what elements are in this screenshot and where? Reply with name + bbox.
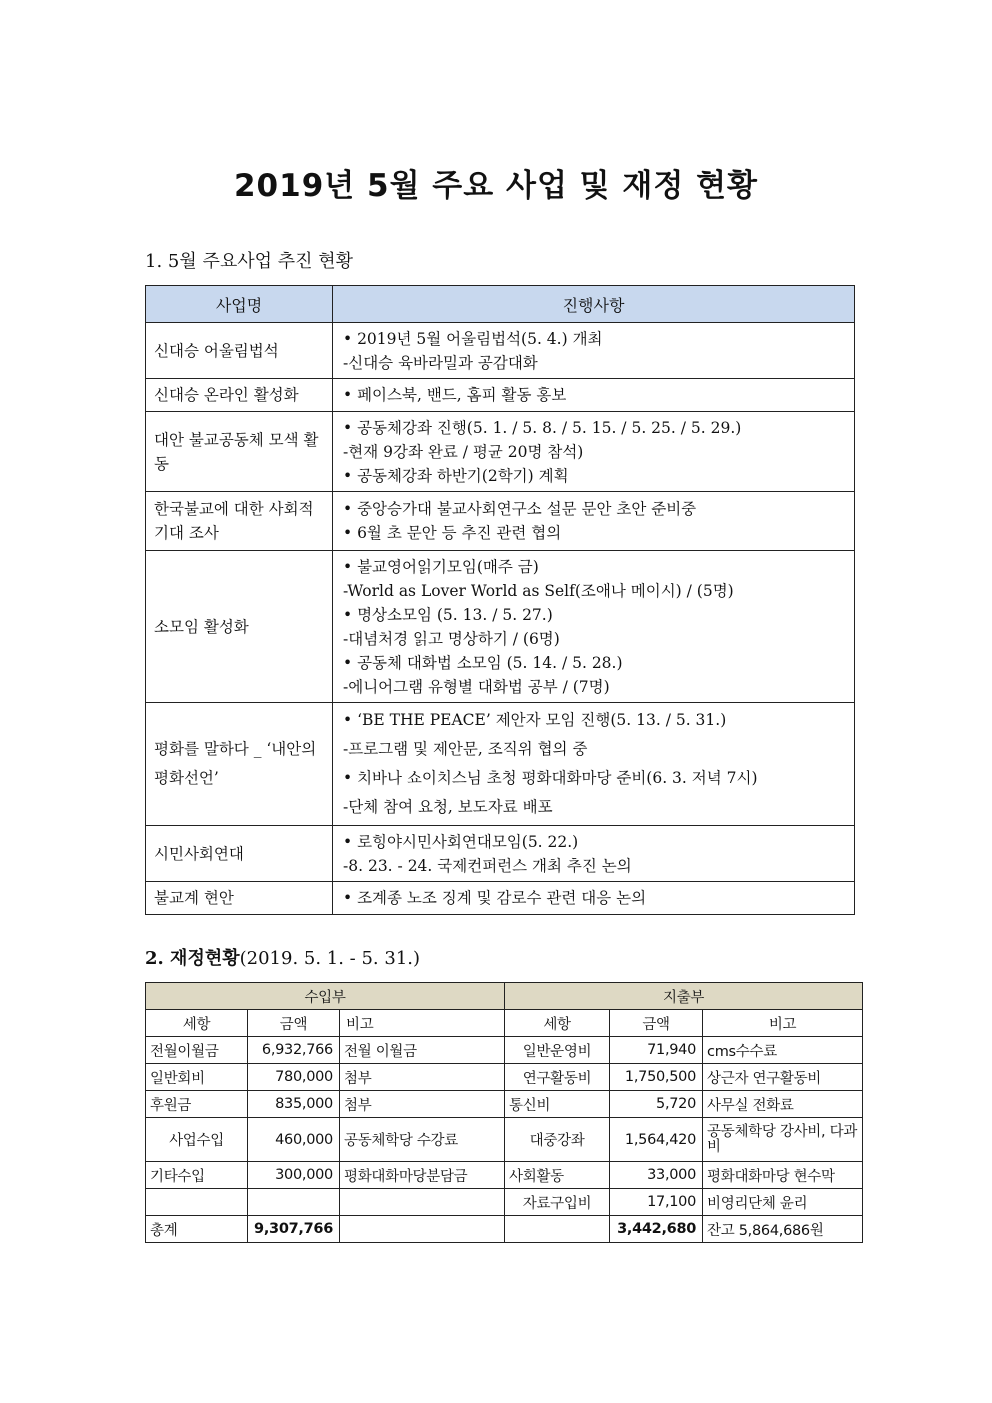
income-note [340, 1189, 505, 1216]
expense-note: cms수수료 [703, 1037, 863, 1064]
business-name: 대안 불교공동체 모색 활동 [146, 412, 333, 492]
expense-note: 평화대화마당 현수막 [703, 1162, 863, 1189]
col-header-note: 비고 [340, 1010, 505, 1037]
total-label: 총계 [146, 1216, 248, 1243]
total-expense-amount: 3,442,680 [610, 1216, 703, 1243]
expense-item: 사회활동 [505, 1162, 610, 1189]
col-header-note: 비고 [703, 1010, 863, 1037]
income-group-header: 수입부 [146, 983, 505, 1010]
finance-table [145, 982, 863, 1243]
progress-cell [333, 323, 855, 379]
progress-cell [333, 412, 855, 492]
progress-line: • 명상소모임 (5. 13. / 5. 27.) [343, 605, 553, 624]
expense-note: 공동체학당 강사비, 다과비 [703, 1118, 863, 1162]
col-header-amount: 금액 [610, 1010, 703, 1037]
progress-cell [333, 882, 855, 915]
progress-cell [333, 551, 855, 703]
expense-amount: 33,000 [610, 1162, 703, 1189]
progress-line: • 페이스북, 밴드, 홈피 활동 홍보 [343, 386, 567, 404]
section-heading-finance [145, 944, 420, 970]
progress-line: -신대승 육바라밀과 공감대화 [343, 353, 538, 372]
table-row [146, 1037, 863, 1064]
expense-amount: 17,100 [610, 1189, 703, 1216]
progress-line: -8. 23. - 24. 국제컨퍼런스 개최 추진 논의 [343, 856, 632, 875]
table-row [146, 1162, 863, 1189]
progress-line: • 중앙승가대 불교사회연구소 설문 문안 초안 준비중 [343, 500, 697, 518]
income-item: 전월이월금 [146, 1037, 248, 1064]
progress-line: • 치바나 쇼이치스님 초청 평화대화마당 준비(6. 3. 저녁 7시) [343, 769, 758, 787]
expense-item: 연구활동비 [505, 1064, 610, 1091]
expense-item: 통신비 [505, 1091, 610, 1118]
table-row [146, 1118, 863, 1162]
expense-note: 상근자 연구활동비 [703, 1064, 863, 1091]
finance-heading-label: 2. 재정현황 [145, 948, 240, 969]
progress-line: -World as Lover World as Self(조애나 메이시) / (5명) [343, 581, 734, 600]
progress-line: • 6월 초 문안 등 추진 관련 협의 [343, 524, 562, 542]
business-status-table [145, 285, 855, 915]
income-item: 후원금 [146, 1091, 248, 1118]
income-note: 공동체학당 수강료 [340, 1118, 505, 1162]
income-item: 일반회비 [146, 1064, 248, 1091]
business-name: 신대승 어울림법석 [146, 323, 333, 379]
business-name: 불교계 현안 [146, 882, 333, 915]
progress-line: • 조계종 노조 징계 및 감로수 관련 대응 논의 [343, 889, 647, 907]
progress-line: -현재 9강좌 완료 / 평균 20명 참석) [343, 442, 584, 461]
expense-item: 대중강좌 [505, 1118, 610, 1162]
table-row [146, 1189, 863, 1216]
expense-note: 비영리단체 윤리 [703, 1189, 863, 1216]
total-income-note [340, 1216, 505, 1243]
section-heading-business: 1. 5월 주요사업 추진 현황 [145, 251, 354, 272]
total-row [146, 1216, 863, 1243]
page-title: 2019년 5월 주요 사업 및 재정 현황 [233, 168, 758, 204]
progress-cell [333, 826, 855, 882]
expense-note: 사무실 전화료 [703, 1091, 863, 1118]
business-name: 한국불교에 대한 사회적 기대 조사 [146, 492, 333, 551]
progress-line: • 공동체 대화법 소모임 (5. 14. / 5. 28.) [343, 653, 623, 672]
progress-cell [333, 703, 855, 826]
table-row [146, 1064, 863, 1091]
progress-line: • 공동체강좌 하반기(2학기) 계획 [343, 466, 569, 485]
income-note: 첨부 [340, 1064, 505, 1091]
progress-line: • 로힝야시민사회연대모임(5. 22.) [343, 832, 579, 851]
progress-line: -에니어그램 유형별 대화법 공부 / (7명) [343, 677, 610, 696]
expense-amount: 1,750,500 [610, 1064, 703, 1091]
col-header-amount: 금액 [248, 1010, 340, 1037]
header-business-name: 사업명 [146, 286, 333, 323]
progress-line: -대념처경 읽고 명상하기 / (6명) [343, 629, 560, 648]
income-note: 평화대화마당분담금 [340, 1162, 505, 1189]
progress-line: • 공동체강좌 진행(5. 1. / 5. 8. / 5. 15. / 5. 25. / 5. 29.) [343, 418, 742, 437]
expense-amount: 1,564,420 [610, 1118, 703, 1162]
total-expense-item [505, 1216, 610, 1243]
col-header-item: 세항 [505, 1010, 610, 1037]
total-income-amount: 9,307,766 [248, 1216, 340, 1243]
expense-amount: 5,720 [610, 1091, 703, 1118]
income-item [146, 1189, 248, 1216]
progress-line: -프로그램 및 제안문, 조직위 협의 중 [343, 740, 588, 758]
income-item: 기타수입 [146, 1162, 248, 1189]
header-progress: 진행사항 [333, 286, 855, 323]
income-amount: 460,000 [248, 1118, 340, 1162]
income-note: 첨부 [340, 1091, 505, 1118]
progress-line: • ‘BE THE PEACE’ 제안자 모임 진행(5. 13. / 5. 31.) [343, 711, 727, 729]
progress-cell [333, 492, 855, 551]
income-amount: 780,000 [248, 1064, 340, 1091]
business-name: 시민사회연대 [146, 826, 333, 882]
table-row [146, 1091, 863, 1118]
business-name: 소모임 활성화 [146, 551, 333, 703]
progress-line: • 불교영어읽기모임(매주 금) [343, 557, 539, 576]
progress-cell [333, 379, 855, 412]
expense-group-header: 지출부 [505, 983, 863, 1010]
progress-line: -단체 참여 요청, 보도자료 배포 [343, 798, 553, 816]
expense-amount: 71,940 [610, 1037, 703, 1064]
finance-heading-period: (2019. 5. 1. - 5. 31.) [239, 948, 421, 969]
income-item: 사업수입 [146, 1118, 248, 1162]
balance-note: 잔고 5,864,686원 [703, 1216, 863, 1243]
income-note: 전월 이월금 [340, 1037, 505, 1064]
expense-item: 자료구입비 [505, 1189, 610, 1216]
income-amount: 300,000 [248, 1162, 340, 1189]
income-amount: 835,000 [248, 1091, 340, 1118]
income-amount [248, 1189, 340, 1216]
col-header-item: 세항 [146, 1010, 248, 1037]
progress-line: • 2019년 5월 어울림법석(5. 4.) 개최 [343, 329, 603, 348]
income-amount: 6,932,766 [248, 1037, 340, 1064]
business-name: 평화를 말하다 _ ‘내안의 평화선언’ [146, 703, 333, 826]
expense-item: 일반운영비 [505, 1037, 610, 1064]
business-name: 신대승 온라인 활성화 [146, 379, 333, 412]
